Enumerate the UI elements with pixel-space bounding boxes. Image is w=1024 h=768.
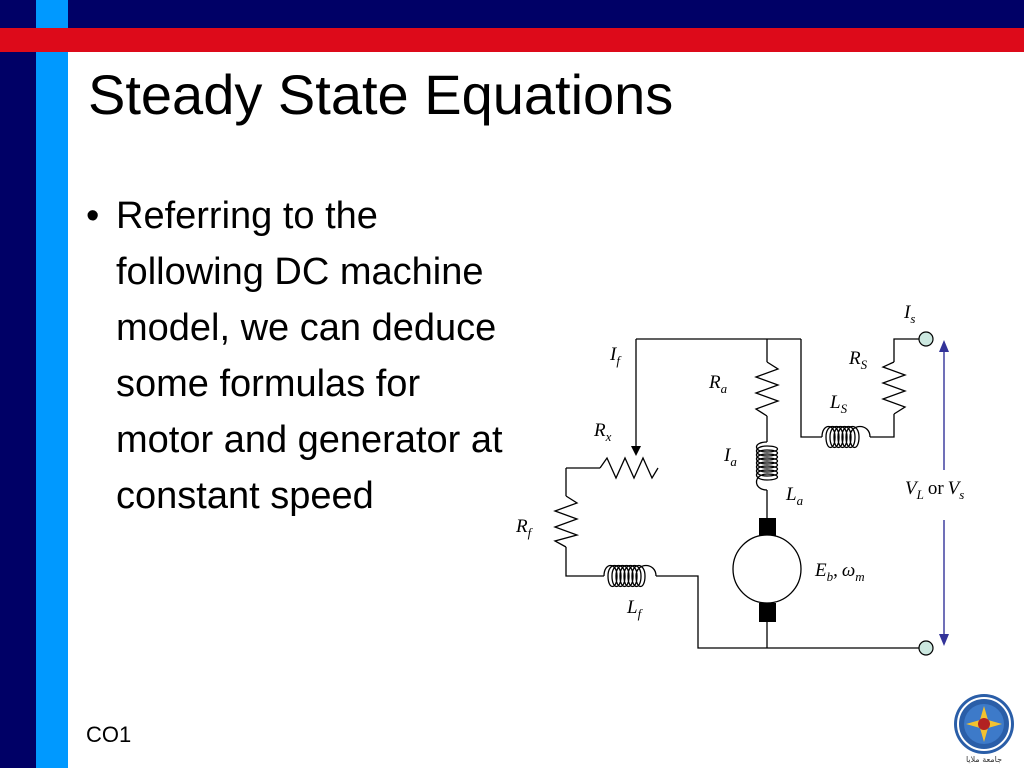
footer-code: CO1 <box>86 722 132 747</box>
resistor-ra <box>756 362 778 416</box>
wire-rs-terminal <box>894 339 920 362</box>
label-la: $L_a$ <box>786 484 804 508</box>
svg-text:جامعة ملايا: جامعة ملايا <box>965 755 1003 764</box>
resistor-rs <box>883 362 905 414</box>
terminal-top <box>919 332 933 346</box>
inductor-ls <box>822 427 870 448</box>
label-ra: $R_a$ <box>709 372 728 396</box>
label-rs: $R_S$ <box>849 348 868 372</box>
motor-armature <box>733 535 801 603</box>
label-vl-or-vs: $V_L$ or $V_s$ <box>905 478 965 502</box>
voltage-arrowhead-down <box>939 634 949 646</box>
university-logo <box>948 692 1020 764</box>
label-rx: $R_x$ <box>594 420 612 444</box>
top-navy-bar <box>68 0 1024 28</box>
left-cyan-bar <box>36 0 68 768</box>
label-eb-wm: $E_b$, $\omega_m$ <box>815 560 865 584</box>
voltage-arrowhead-up <box>939 340 949 352</box>
label-ls: $L_S$ <box>830 392 848 416</box>
inductor-la <box>757 442 778 490</box>
rheostat-rx <box>600 458 658 478</box>
inductor-lf <box>604 566 656 587</box>
label-if: $I_f$ <box>610 344 620 368</box>
bullet-text: Referring to the following DC machine model, we can deduce some formulas for motor and generator at constant speed <box>116 195 503 517</box>
label-rf: $R_f$ <box>516 516 532 540</box>
label-ia: $I_a$ <box>724 445 737 469</box>
label-is: $I_s$ <box>904 302 916 326</box>
terminal-bottom <box>919 641 933 655</box>
left-navy-bar <box>0 0 36 768</box>
motor-brush-top <box>759 518 776 536</box>
slide-title: Steady State Equations <box>88 63 674 126</box>
top-red-bar <box>0 28 1024 52</box>
if-arrowhead <box>631 446 641 456</box>
dc-machine-circuit <box>500 290 1000 670</box>
motor-brush-bottom <box>759 603 776 622</box>
resistor-rf <box>555 496 577 547</box>
wire-series-left <box>801 339 822 437</box>
bullet-marker: • <box>86 195 100 237</box>
label-lf: $L_f$ <box>627 597 642 621</box>
wire-ls-rs <box>870 414 894 437</box>
wire-rf-bottom <box>566 547 604 576</box>
